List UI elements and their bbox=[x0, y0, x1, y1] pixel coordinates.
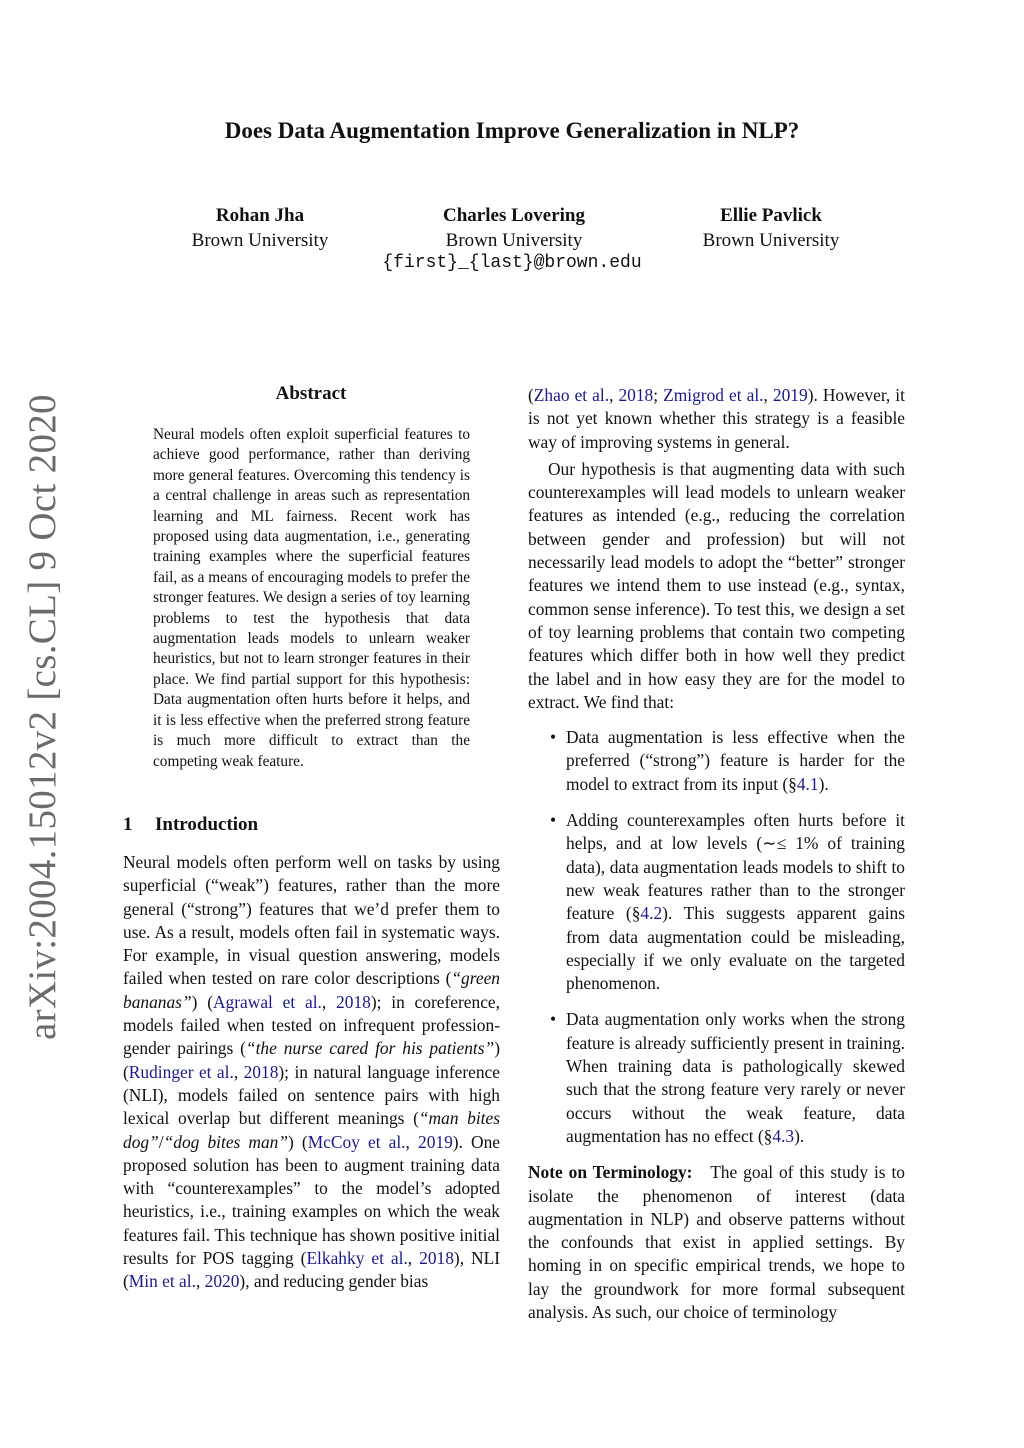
terminology-note-paragraph: Note on Terminology: The goal of this study is to isolate the phenomenon of interest (data augmentation in NLP) and observe patterns without the confounds that exist in applied settings. By homing in on specific empirical trends, we hope to lay the groundwork for more formal subsequent analysis. As such, our choice of terminology bbox=[528, 1162, 906, 1322]
author-affiliation: Brown University bbox=[191, 230, 329, 251]
section-number: 1 bbox=[123, 814, 133, 835]
citation-year-link[interactable]: 2019 bbox=[772, 385, 808, 405]
list-item: • Data augmentation only works when the strong feature is already sufficiently present in training. When training data is pathologically skewed such that the strong feature very rarely or never occurs without the weak feature, data augmentation has no effect (§4.3). bbox=[550, 1009, 905, 1146]
section-ref-link[interactable]: 4.3 bbox=[772, 1125, 795, 1146]
intro-paragraph: Neural models often perform well on tasks by using superficial (“weak”) features, rather than the more general (“strong”) features that we’d prefer them to use. As a result, models often fail in systematic ways. For example, in visual question answering, models failed when tested on rare color descriptions (“green bananas”) (Agrawal et al., 2018); in coreference, models failed when tested on infrequent profession-gender pairings (“the nurse cared for his patients”) (Rudinger et al., 2018); in natural language inference (NLI), models failed on sentence pairs with high lexical overlap but different meanings (“man bites dog”/“dog bites man”) (McCoy et al., 2019). One proposed solution has been to augment training data with “counterexamples” to the model’s adopted heuristics, i.e., training examples on which the weak features fail. This technique has shown positive initial results for POS tagging (Elkahky et al., 2018), NLI (Min et al., 2020), and reducing gender bias bbox=[123, 852, 500, 1292]
section-title: Introduction bbox=[155, 814, 259, 835]
arxiv-identifier-stamp: arXiv:2004.15012v2 [cs.CL] 9 Oct 2020 bbox=[21, 394, 64, 1040]
citation-year-link[interactable]: 2018 bbox=[336, 991, 371, 1012]
bullet-icon: • bbox=[550, 727, 557, 748]
author-affiliation: Brown University bbox=[445, 230, 583, 251]
abstract-text: Neural models often exploit superficial features to achieve good performance, rather than deriving more general features. Overcoming this tendency is a central challenge in areas such as representation learning and ML fairness. Recent work has proposed using data augmentation, i.e., generating training examples where the superficial features fail, as a means of encouraging models to prefer the stronger features. We design a series of toy learning problems to test the hypothesis that data augmentation leads models to unlearn weaker heuristics, but not to learn stronger features in their place. We find partial support for this hypothesis: Data augmentation often hurts before it helps, and it is less effective when the preferred strong feature is much more difficult to extract than the competing weak feature. bbox=[153, 426, 470, 770]
abstract-heading: Abstract bbox=[275, 383, 347, 404]
author-affiliation: Brown University bbox=[702, 230, 840, 251]
citation-year-link[interactable]: 2018 bbox=[618, 385, 654, 405]
paper-title: Does Data Augmentation Improve Generalization in NLP? bbox=[224, 118, 800, 143]
citation-link[interactable]: Min et al. bbox=[128, 1271, 196, 1292]
list-item: • Data augmentation is less effective when the preferred (“strong”) feature is harder for the model to extract from its input (§4.1). bbox=[550, 727, 905, 794]
bullet-icon: • bbox=[550, 810, 557, 831]
author-block bbox=[621, 203, 921, 253]
citation-link[interactable]: Zhao et al. bbox=[533, 385, 610, 405]
citation-year-link[interactable]: 2018 bbox=[419, 1248, 454, 1269]
findings-list bbox=[528, 726, 905, 1148]
citation-link[interactable]: Rudinger et al. bbox=[128, 1061, 234, 1082]
bullet-icon: • bbox=[550, 1009, 557, 1030]
section-ref-link[interactable]: 4.2 bbox=[640, 903, 663, 924]
author-name: Rohan Jha bbox=[215, 205, 305, 226]
citation-link[interactable]: Agrawal et al. bbox=[213, 991, 322, 1012]
author-block bbox=[364, 203, 664, 253]
example-phrase: “green bananas” bbox=[123, 968, 500, 1012]
section-heading-introduction bbox=[123, 814, 258, 836]
example-phrase: “dog bites man” bbox=[163, 1131, 289, 1152]
author-name: Charles Lovering bbox=[443, 205, 585, 226]
continuation-paragraph: (Zhao et al., 2018; Zmigrod et al., 2019). However, it is not yet known whether this strategy is a feasible way of improving systems in general. bbox=[528, 385, 905, 452]
list-item: • Adding counterexamples often hurts before it helps, and at low levels (∼≤ 1% of training data), data augmentation leads models to shift to new weak features rather than to the stronger feature (§4.2). This suggests apparent gains from data augmentation could be misleading, especially if we only evaluate on the targeted phenomenon. bbox=[550, 810, 905, 994]
citation-link[interactable]: Zmigrod et al. bbox=[663, 385, 764, 405]
author-name: Ellie Pavlick bbox=[720, 205, 822, 226]
right-column bbox=[528, 384, 905, 1324]
note-label: Note on Terminology: bbox=[528, 1162, 693, 1183]
citation-year-link[interactable]: 2018 bbox=[243, 1061, 279, 1082]
citation-year-link[interactable]: 2020 bbox=[204, 1271, 240, 1292]
section-ref-link[interactable]: 4.1 bbox=[796, 773, 819, 794]
hypothesis-paragraph: Our hypothesis is that augmenting data with such counterexamples will lead models to unlearn weaker features as intended (e.g., reducing the correlation between gender and profession) but will not necessarily lead models to adopt the “better” stronger features we intend them to use instead (e.g., syntax, common sense inference). To test this, we design a set of toy learning problems that contain two competing features which differ both in how well they predict the label and in how easy they are for the model to extract. We find that: bbox=[528, 458, 905, 712]
citation-year-link[interactable]: 2019 bbox=[418, 1131, 453, 1152]
author-email: {first}_{last}@brown.edu bbox=[382, 253, 642, 273]
example-phrase: “man bites dog” bbox=[123, 1108, 500, 1152]
citation-link[interactable]: McCoy et al. bbox=[307, 1131, 406, 1152]
citation-link[interactable]: Elkahky et al. bbox=[306, 1248, 408, 1269]
example-phrase: “the nurse cared for his patients” bbox=[245, 1038, 495, 1059]
